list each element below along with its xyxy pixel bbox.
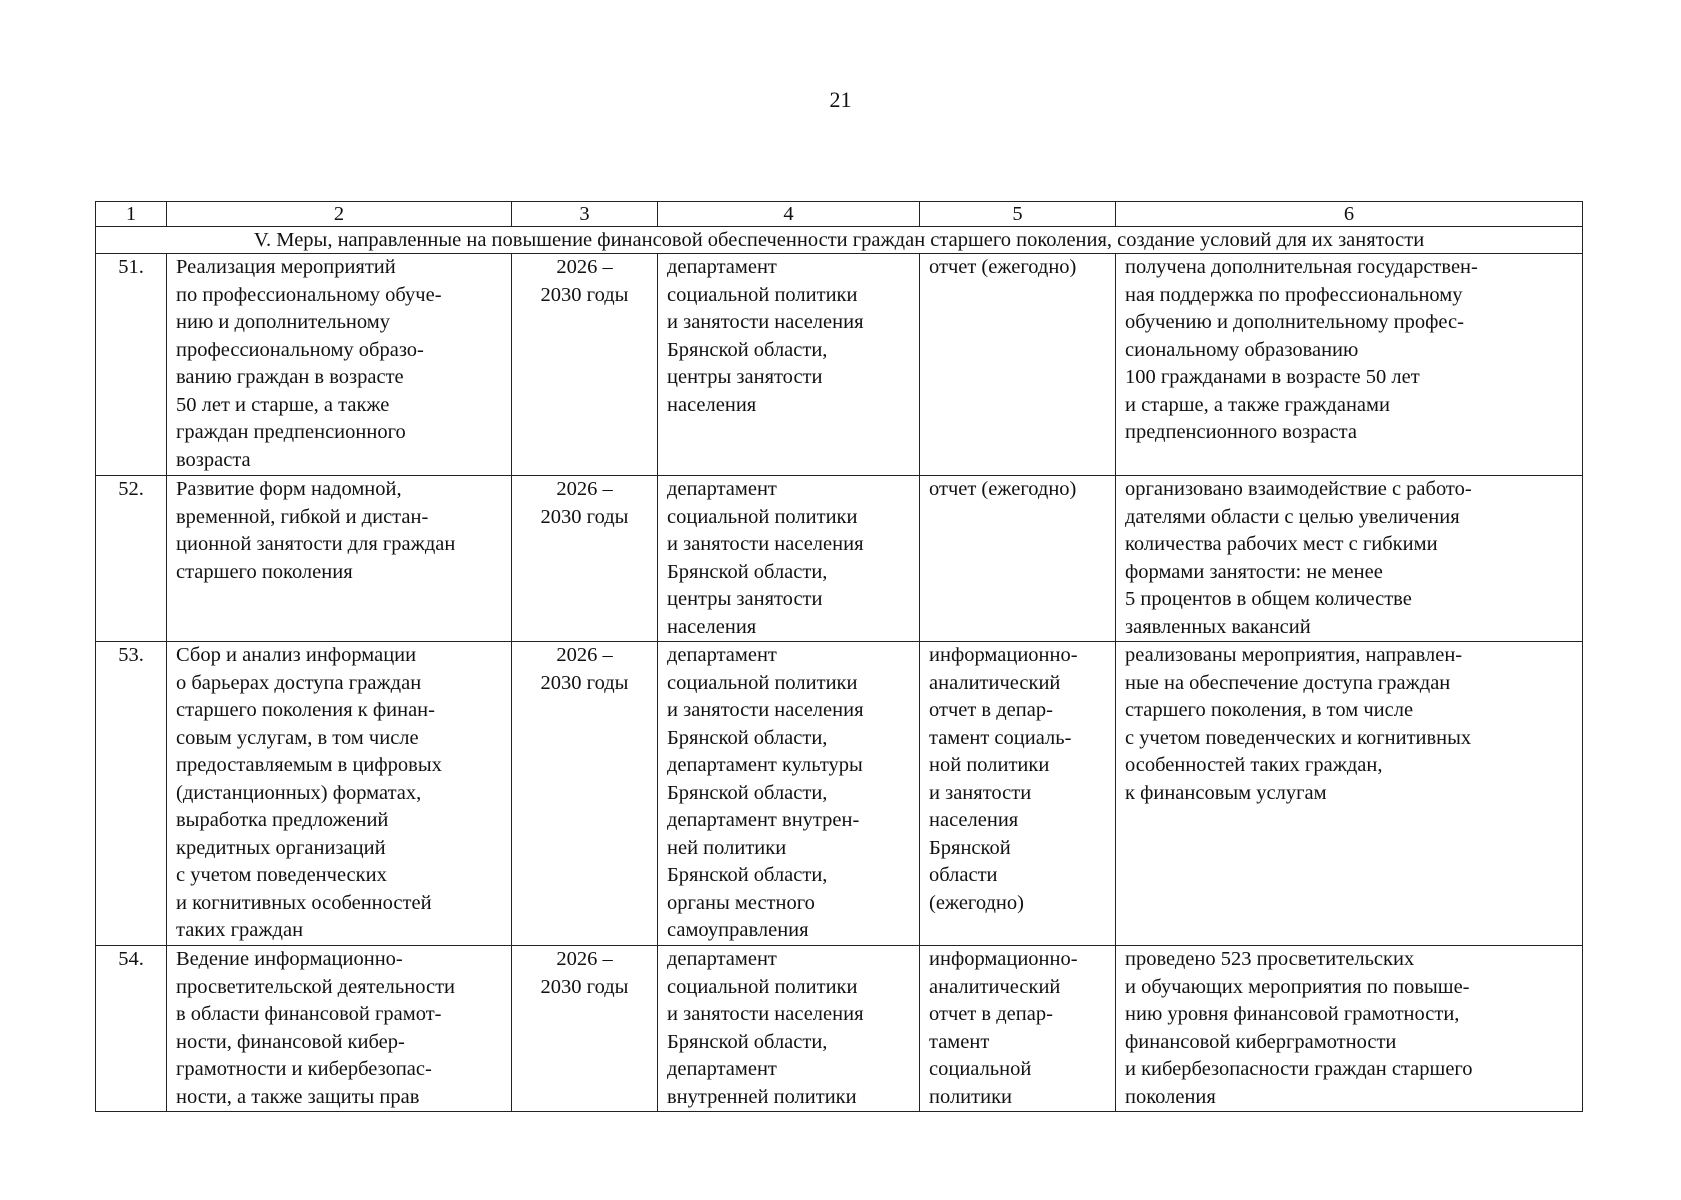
result-cell: организовано взаимодействие с работо- дателями области с целью увеличения количества рабочих мест с гибкими формами занятости: не менее 5 процентов в общем количестве заявленных вакансий	[1116, 476, 1583, 642]
page-number: 21	[829, 87, 852, 112]
row-number: 53.	[96, 642, 167, 946]
row-number: 52.	[96, 476, 167, 642]
executor-cell: департамент социальной политики и занятости населения Брянской области, департамент культуры Брянской области, департамент внутрен- ней политики Брянской области, органы местного самоуправления	[658, 642, 920, 946]
row-number: 51.	[96, 254, 167, 476]
table-row	[96, 254, 1583, 476]
row-number: 54.	[96, 946, 167, 1112]
section-heading-row	[96, 227, 1583, 254]
column-number: 3	[512, 202, 658, 227]
measure-cell: Реализация мероприятий по профессиональному обуче- нию и дополнительному профессиональному образо- ванию граждан в возрасте 50 лет и старше, а также граждан предпенсионного возраста	[167, 254, 512, 476]
column-number-row	[96, 202, 1583, 227]
executor-cell: департамент социальной политики и занятости населения Брянской области, департамент внутренней политики	[658, 946, 920, 1112]
table-row	[96, 946, 1583, 1112]
column-number: 6	[1116, 202, 1583, 227]
control-cell: отчет (ежегодно)	[920, 254, 1116, 476]
term-cell: 2026 – 2030 годы	[512, 254, 658, 476]
column-number: 5	[920, 202, 1116, 227]
control-cell: отчет (ежегодно)	[920, 476, 1116, 642]
table-row	[96, 642, 1583, 946]
result-cell: реализованы мероприятия, направлен- ные на обеспечение доступа граждан старшего поколения, в том числе с учетом поведенческих и когнитивных особенностей таких граждан, к финансовым услугам	[1116, 642, 1583, 946]
term-cell: 2026 – 2030 годы	[512, 946, 658, 1112]
result-cell: проведено 523 просветительских и обучающих мероприятия по повыше- нию уровня финансовой грамотности, финансовой киберграмотности и кибербезопасности граждан старшего поколения	[1116, 946, 1583, 1112]
section-title: V. Меры, направленные на повышение финансовой обеспеченности граждан старшего поколения, создание условий для их занятости	[96, 227, 1583, 254]
control-cell: информационно- аналитический отчет в депар- тамент социаль- ной политики и занятости населения Брянской области (ежегодно)	[920, 642, 1116, 946]
measure-cell: Развитие форм надомной, временной, гибкой и дистан- ционной занятости для граждан старшего поколения	[167, 476, 512, 642]
term-cell: 2026 – 2030 годы	[512, 476, 658, 642]
table-row	[96, 476, 1583, 642]
executor-cell: департамент социальной политики и занятости населения Брянской области, центры занятости населения	[658, 254, 920, 476]
measures-table	[95, 201, 1583, 1112]
term-cell: 2026 – 2030 годы	[512, 642, 658, 946]
column-number: 4	[658, 202, 920, 227]
control-cell: информационно- аналитический отчет в депар- тамент социальной политики	[920, 946, 1116, 1112]
column-number: 1	[96, 202, 167, 227]
executor-cell: департамент социальной политики и занятости населения Брянской области, центры занятости населения	[658, 476, 920, 642]
measure-cell: Сбор и анализ информации о барьерах доступа граждан старшего поколения к финан- совым услугам, в том числе предоставляемым в цифровых (дистанционных) форматах, выработка предложений кредитных организаций с учетом поведенческих и когнитивных особенностей таких граждан	[167, 642, 512, 946]
column-number: 2	[167, 202, 512, 227]
result-cell: получена дополнительная государствен- ная поддержка по профессиональному обучению и дополнительному профес- сиональному образованию 100 гражданами в возрасте 50 лет и старше, а также гражданами предпенсионного возраста	[1116, 254, 1583, 476]
measure-cell: Ведение информационно- просветительской деятельности в области финансовой грамот- ности, финансовой кибер- грамотности и кибербезопас- ности, а также защиты прав	[167, 946, 512, 1112]
